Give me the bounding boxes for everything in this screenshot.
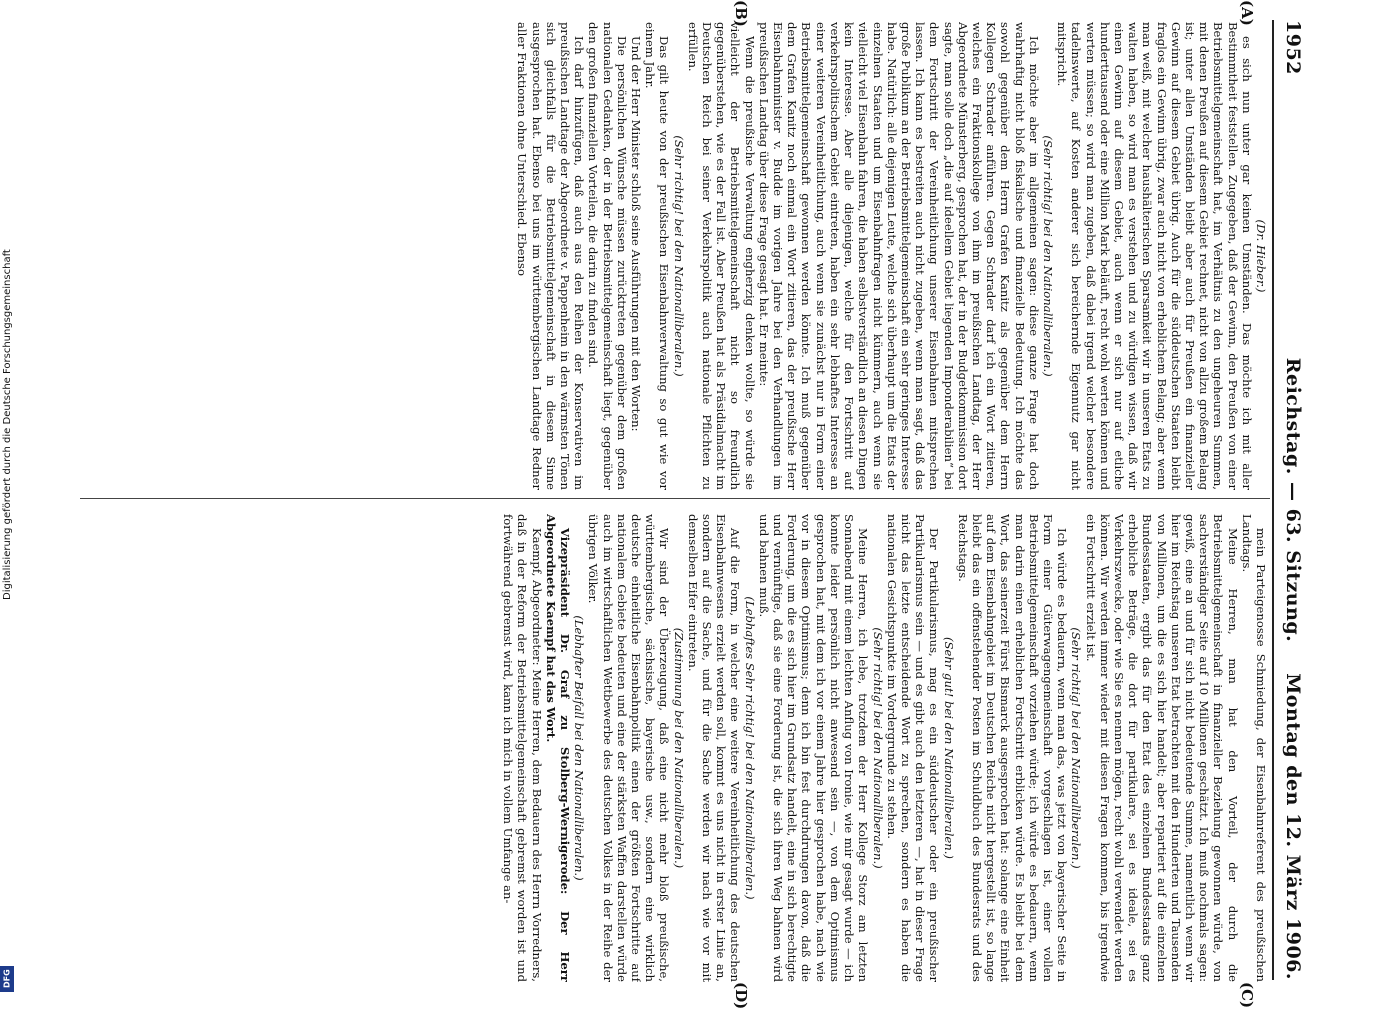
interjection: (Sehr gut! bei den Nationalliberalen.) [941,637,956,859]
paragraph: Der Partikularismus, mag es ein süddeutscher oder ein preußischer Partikularismus sein — und es gibt auch den letzteren —, hat in dieser Frage nicht das letzte entscheidende Wort zu sprechen, sondern es haben die nationalen Gesichtspunkte im Vordergrunde zu stehen. [884,514,942,982]
column-divider [80,498,1270,499]
margin-marker-c: (C) [1238,982,1256,1009]
paragraph: Auf die Form, in welcher eine weitere Vereinheitlichung des deutschen Eisenbahnwesens erzielt werden soll, kommt es uns nicht in erster Linie an, sondern auf die Sache, und für die Sache werden wir nach wie vor mit demselben Eifer eintreten. [685,514,743,982]
interjection: (Sehr richtig! bei den Nationalliberalen.) [1069,627,1084,869]
quote-paragraph: Die persönlichen Wünsche müssen zurücktreten gegenüber dem großen nationalen Gedanken, der in der Betriebsmittelgemeinschaft liegt, gegenüber den großen finanziellen Vorteilen, die darin zu finden sind. [586,22,629,490]
page-header [1276,20,1304,980]
paragraph: Ich würde es bedauern, wenn man das, was jetzt von bayerischer Seite in Form einer Güterwagengemeinschaft vorgeschlagen ist, einer vollen Betriebsmittelgemeinschaft vorziehen würde; ich würde es bedauern, wenn man darin einen erheblichen Fortschritt erblicken würde. Es bleibt bei dem Wort, das seinerzeit Fürst Bismarck ausgesprochen hat: solange eine Einheit auf dem Eisenbahngebiet im Deutschen Reiche nicht hergestellt ist, so lange bleibt das ein offenstehender Posten im Schuldbuch des Bundesrats und des Reichstags. [955,514,1070,982]
margin-marker-d: (D) [732,982,750,1009]
right-column [83,514,1268,982]
paragraph: Ich darf hinzufügen, daß auch aus den Reihen der Konservativen im preußischen Landtage der Abgeordnete v. Pappenheim in den wärmsten Tönen sich gleichfalls für die Betriebsmittelgemeinschaft in diesem Sinne ausgesprochen hat. Ebenso bei uns im württembergischen Landtage Redner aller Fraktionen ohne Unterschied. Ebenso [515,22,587,490]
paragraph: es sich nun unter gar keinen Umständen. Das möchte ich mit aller Bestimmtheit feststellen. Zugegeben, daß der Gewinn, den Preußen von einer Betriebsmittelgemeinschaft hat, im Verhältnis zu den ungeheuren Summen, mit denen Preußen auf diesem Gebiet rechnet, nicht von allzu großem Belang ist; unter allen Umständen bleibt aber auch für Preußen ein finanzieller Gewinn auf diesem Gebiet übrig. Auch für die süddeutschen Staaten bleibt fraglos ein Gewinn übrig, zwar auch nicht von erheblichem Belang; aber wenn man weiß, mit welcher haushälterischen Sparsamkeit wir in unseren Etats zu walten haben, so wird man es verstehen und zu würdigen wissen, daß wir einen Gewinn auf diesem Gebiet, auch wenn er sich nur auf etliche hunderttausend oder eine Million Mark beläuft, recht wohl werten können und werten müssen; so wird man zugeben, daß dabei irgend welcher besondere tadelnswerte, auf Kosten anderer sich bereichernde Eigennutz gar nicht mitspricht. [1055,22,1254,490]
interjection: (Lebhaftes Sehr richtig! bei den Nationalliberalen.) [742,596,757,900]
interjection: (Lebhafter Beifall bei den Nationalliberalen.) [572,615,587,881]
interjection: (Zustimmung bei den Nationalliberalen.) [671,627,686,869]
speaker-reference: (Dr. Hieber.) [1254,219,1268,293]
speaker-line: Vizepräsident Dr. Graf zu Stolberg-Wernigerode: Der Herr Abgeordnete Kaempf hat das Wort. [543,514,573,982]
paragraph: Und der Herr Minister schloß seine Ausführungen mit den Worten: [629,36,644,432]
digitization-credit: Digitalisierung gefördert durch die Deutsche Forschungsgemeinschaft [2,249,13,600]
session-title: Reichstag. — 63. Sitzung. [1282,357,1304,643]
paragraph: Wir sind der Überzeugung, daß eine nicht mehr bloß preußische, württembergische, sächsische, bayerische usw., sondern eine wirklich deutsche einheitliche Eisenbahnpolitik einen der größten Fortschritte auf nationalem Gebiete bedeuten und eine der stärksten Waffen darstellen würde auch im wirtschaftlichen Wettbewerbe des deutschen Volkes in der Reihe der übrigen Völker. [586,514,672,982]
session-date: Montag den 12. März 1906. [1282,673,1304,980]
header-rule [1272,20,1274,980]
interjection: (Sehr richtig! bei den Nationalliberalen.) [870,627,885,869]
rotated-document-page [70,0,1310,1009]
paragraph: mein Parteigenosse Schmiedung, der Eisenbahnreferent des preußischen Landtags. [1239,514,1268,982]
dfg-logo: DFG [0,966,14,992]
quote-paragraph: Wenn die preußische Verwaltung engherzig denken wollte, so würde sie vielleicht der Betriebsmittelgemeinschaft nicht so freundlich gegenüberstehen, wie es der Fall ist. Aber Preußen hat als Präsidialmacht im Deutschen Reich bei seiner Verkehrspolitik auch nationale Pflichten zu erfüllen. [685,22,757,490]
margin-marker-a: (A) [1238,0,1256,26]
paragraph: Kaempf, Abgeordneter: Meine Herren, dem Bedauern des Herrn Vorredners, daß in der Reform der Betriebsmittelgemeinschaft gebremst worden ist und fortwährend gebremst wird, kann ich mich in vollem Umfange an- [501,514,544,982]
paragraph: Ich möchte aber im allgemeinen sagen: diese ganze Frage hat doch wahrhaftig nicht bloß fiskalische und finanzielle Bedeutung. Ich möchte das sowohl gegenüber dem Herrn Grafen Kanitz als gegenüber dem Herrn Kollegen Schrader anführen. Gegen Schrader darf ich ein Wort zitieren, welches ein Fraktionskollege von ihm im preußischen Landtag, der Herr Abgeordnete Münsterberg, gesprochen hat, der in der Budgetkommission dort sagte, man solle doch „die auf ideellem Gebiet liegenden Imponderabilien“ bei dem Fortschritt der Vereinheitlichung unserer Eisenbahnen mitsprechen lassen. Ich kann es bestreiten auch nicht zugeben, wenn man sagt, daß das große Publikum an der Betriebsmittelgemeinschaft ein sehr geringes Interesse habe. Natürlich: alle diejenigen Leute, welche sich überhaupt um die Etats der einzelnen Staaten und um Eisenbahnfragen nicht kümmern, auch wenn sie vielleicht viel Eisenbahn fahren, die haben selbstverständlich an diesen Dingen kein Interesse. Aber alle diejenigen, welche für den Fortschritt auf verkehrspolitischem Gebiet eintreten, haben ein sehr lebhaftes Interesse an einer weiteren Vereinheitlichung, auch wenn sie zunächst nur in Form einer Betriebsmittelgemeinschaft gewonnen werden könnte. Ich muß gegenüber dem Grafen Kanitz noch einmal ein Wort zitieren, das der preußische Herr Eisenbahnminister v. Budde im vorigen Jahre bei den Verhandlungen im preußischen Landtag über diese Frage gesagt hat. Er meinte: [756,22,1041,490]
paragraph: Meine Herren, man hat den Vorteil, der durch die Betriebsmittelgemeinschaft in finanzieller Beziehung gewonnen würde, von sachverständiger Seite auf 10 Millionen geschätzt. Ich muß nochmals sagen: gewiß, eine an und für sich nicht bedeutende Summe, namentlich wenn wir hier im Reichstag unseren Etat betrachten mit den Hunderten und Tausenden von Millionen, um die es sich hier handelt; aber repartiert auf die einzelnen Bundesstaaten, ergibt das für den Etat des einzelnen Bundesstaats ganz erhebliche Beträge, die dort für partikulare, sei es ideale, sei es Verkehrszwecke, oder wie Sie es nennen mögen, recht wohl verwendet werden können. Wir werden immer wieder mit diesen Fragen kommen, bis irgendwie ein Fortschritt erzielt ist. [1083,514,1240,982]
page-number: 1952 [1282,20,1304,75]
left-column [83,22,1268,490]
interjection: (Sehr richtig! bei den Nationalliberalen.) [1040,135,1055,377]
paragraph: Meine Herren, ich lebe, trotzdem der Herr Kollege Storz am letzten Sonnabend mit einem leichten Anflug von Ironie, wie mir gesagt wurde — ich konnte leider persönlich nicht anwesend sein —, von dem Optimismus gesprochen hat, mit dem ich vor einem Jahre hier gesprochen habe, nach wie vor in diesem Optimismus; denn ich bin fest durchdrungen davon, daß die Forderung, um die es sich hier im Grundsatz handelt, eine in sich berechtigte und vernünftige, daß sie eine Forderung ist, die sich ihren Weg bahnen wird und bahnen muß. [756,514,871,982]
margin-marker-b: (B) [732,0,750,27]
paragraph: Das gilt heute von der preußischen Eisenbahnverwaltung so gut wie vor einem Jahr. [643,22,672,490]
interjection: (Sehr richtig! bei den Nationalliberalen.) [671,135,686,377]
